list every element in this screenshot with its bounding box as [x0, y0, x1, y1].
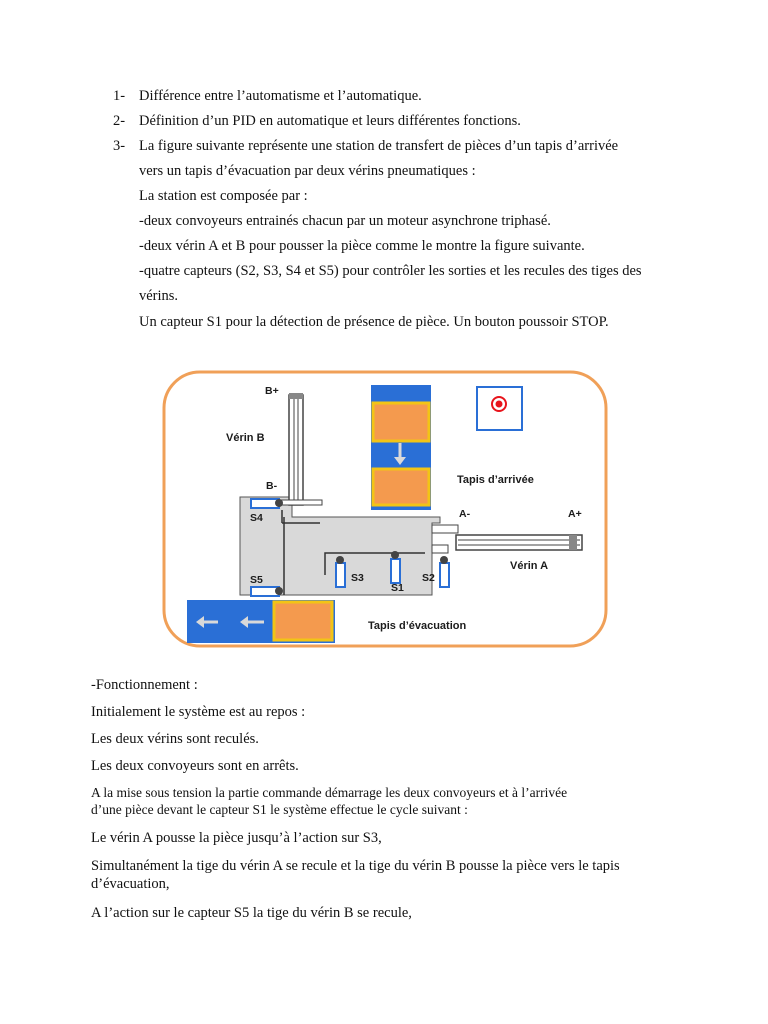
- paragraph: Simultanément la tige du vérin A se recule et la tige du vérin B pousse la pièce vers le tapis: [91, 858, 620, 874]
- label-tapis-arrivee: Tapis d’arrivée: [457, 474, 534, 486]
- q3-line: vers un tapis d’évacuation par deux vérins pneumatiques :: [139, 163, 476, 179]
- q2-number: 2-: [113, 113, 126, 129]
- paragraph: d’évacuation,: [91, 876, 170, 892]
- paragraph: d’une pièce devant le capteur S1 le système effectue le cycle suivant :: [91, 802, 468, 817]
- paragraph: Le vérin A pousse la pièce jusqu’à l’action sur S3,: [91, 830, 382, 846]
- label-verin-b: Vérin B: [226, 432, 265, 444]
- q3-line: -quatre capteurs (S2, S3, S4 et S5) pour contrôler les sorties et les recules des tiges des: [139, 263, 642, 279]
- station-diagram: [160, 365, 615, 655]
- label-verin-a: Vérin A: [510, 560, 549, 572]
- sensor-s4: [251, 499, 283, 508]
- q3-number: 3-: [113, 138, 126, 154]
- label-a-minus: A-: [459, 508, 471, 520]
- q3-line: -deux convoyeurs entrainés chacun par un moteur asynchrone triphasé.: [139, 213, 551, 229]
- label-a-plus: A+: [568, 508, 582, 520]
- sensor-s2: [440, 556, 449, 587]
- label-s5: S5: [250, 574, 263, 586]
- sensor-s3: [336, 556, 345, 587]
- section-title: -Fonctionnement :: [91, 677, 198, 693]
- paragraph: Les deux convoyeurs sont en arrêts.: [91, 758, 299, 774]
- paragraph: A l’action sur le capteur S5 la tige du vérin B se recule,: [91, 905, 412, 921]
- paragraph: Les deux vérins sont reculés.: [91, 731, 259, 747]
- sensor-s1: [391, 551, 400, 583]
- label-s1: S1: [391, 582, 404, 594]
- label-s4: S4: [250, 512, 263, 524]
- label-s2: S2: [422, 572, 435, 584]
- q3-line: vérins.: [139, 288, 179, 304]
- q1-text: Différence entre l’automatisme et l’automatique.: [139, 88, 422, 104]
- q3-line: La station est composée par :: [139, 188, 308, 204]
- label-b-minus: B-: [266, 480, 278, 492]
- q3-text: La figure suivante représente une station de transfert de pièces d’un tapis d’arrivée: [139, 138, 619, 154]
- label-b-plus: B+: [265, 385, 279, 397]
- piece-arrival-2: [373, 469, 429, 505]
- paragraph: A la mise sous tension la partie commande démarrage les deux convoyeurs et à l’arrivée: [91, 785, 568, 800]
- q2-text: Définition d’un PID en automatique et leurs différentes fonctions.: [139, 113, 521, 129]
- q1-number: 1-: [113, 88, 126, 104]
- q3-line: -deux vérin A et B pour pousser la pièce comme le montre la figure suivante.: [139, 238, 585, 254]
- sensor-s5: [251, 587, 283, 596]
- q3-line: Un capteur S1 pour la détection de présence de pièce. Un bouton poussoir STOP.: [139, 314, 609, 330]
- piece-evacuation: [274, 602, 332, 640]
- label-tapis-evacuation: Tapis d’évacuation: [368, 620, 467, 632]
- label-s3: S3: [351, 572, 364, 584]
- paragraph: Initialement le système est au repos :: [91, 704, 306, 720]
- piece-arrival-1: [373, 403, 429, 441]
- stop-dot: [496, 401, 503, 408]
